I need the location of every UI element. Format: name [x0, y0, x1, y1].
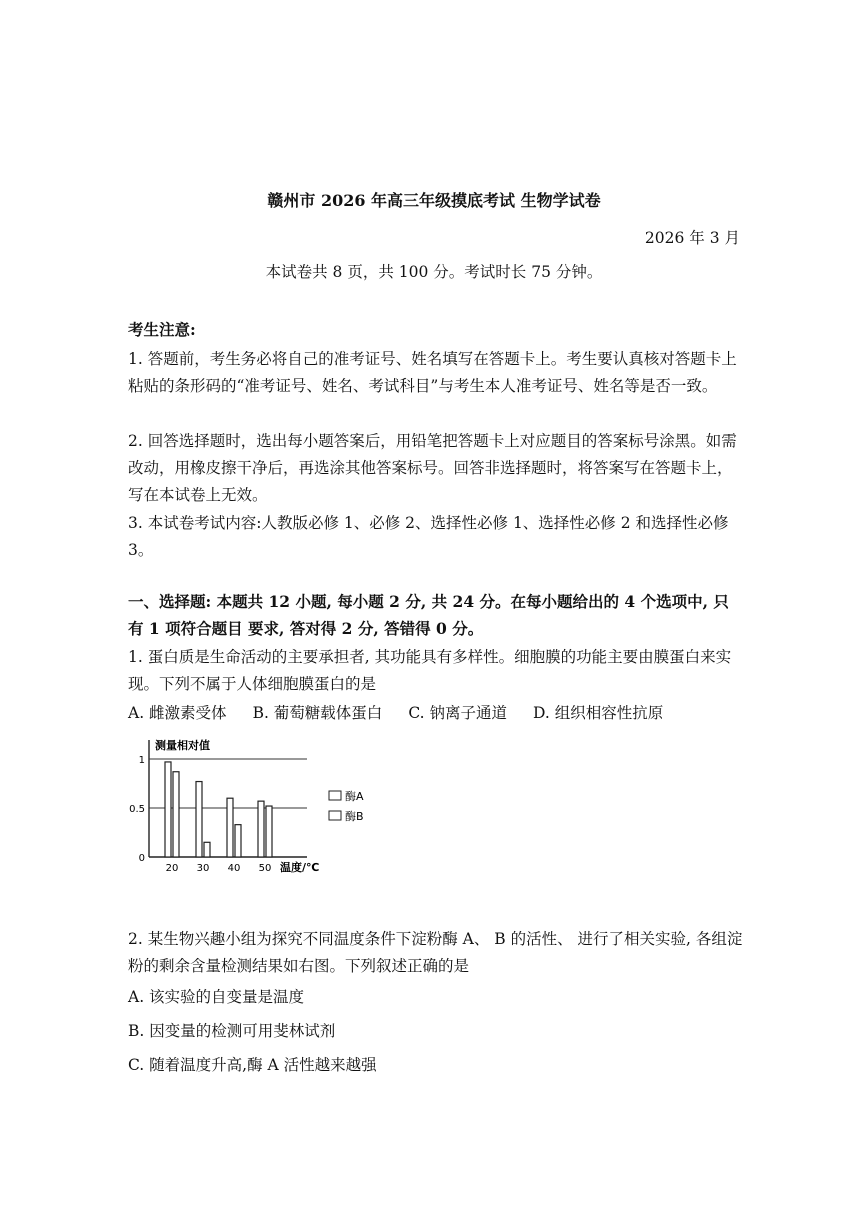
bar-b-50	[266, 806, 272, 857]
bar-b-30	[204, 842, 210, 857]
question-2-stem: 2. 某生物兴趣小组为探究不同温度条件下淀粉酶 A、 B 的活性、 进行了相关实验, 各组淀粉的剩余含量检测结果如右图。下列叙述正确的是	[128, 930, 743, 975]
y-tick-label: 1	[138, 755, 145, 766]
question-1-option-c: C. 钠离子通道	[408, 704, 507, 722]
notice-heading: 考生注意:	[128, 320, 196, 339]
legend-label-b: 酶B	[345, 810, 364, 823]
bar-b-40	[235, 825, 241, 857]
question-1-stem: 1. 蛋白质是生命活动的主要承担者, 其功能具有多样性。细胞膜的功能主要由膜蛋白来实现。下列不属于人体细胞膜蛋白的是	[128, 648, 732, 693]
x-tick-label: 40	[227, 863, 241, 874]
question-1-option-a: A. 雌激素受体	[128, 704, 227, 722]
section-1-heading: 一、选择题: 本题共 12 小题, 每小题 2 分, 共 24 分。在每小题给出的 4 个选项中, 只有 1 项符合题目 要求, 答对得 2 分, 答错得 0 分。	[128, 592, 729, 638]
question-2-option-a: A. 该实验的自变量是温度	[128, 988, 305, 1006]
question-2-option-b: B. 因变量的检测可用斐林试剂	[128, 1022, 336, 1040]
legend-label-a: 酶A	[345, 790, 364, 803]
x-tick-label: 50	[258, 863, 272, 874]
bar-a-20	[165, 762, 171, 857]
bar-a-30	[196, 782, 202, 857]
x-tick-label: 30	[196, 863, 210, 874]
exam-date: 2026 年 3 月	[644, 229, 740, 247]
question-1-option-b: B. 葡萄糖载体蛋白	[252, 704, 383, 722]
x-tick-label: 20	[165, 863, 179, 874]
question-1-option-d: D. 组织相容性抗原	[532, 704, 664, 722]
y-tick-label: 0.5	[129, 804, 145, 815]
y-tick-label: 0	[138, 853, 145, 864]
exam-subtitle: 本试卷共 8 页，共 100 分。考试时长 75 分钟。	[265, 263, 603, 281]
exam-title: 赣州市 2026 年高三年级摸底考试 生物学试卷	[267, 191, 601, 210]
notice-item-3: 3. 本试卷考试内容:人教版必修 1、必修 2、选择性必修 1、选择性必修 2 和选择性必修 3。	[128, 514, 729, 559]
y-axis-label: 测量相对值	[155, 739, 210, 752]
question-2-option-c: C. 随着温度升高,酶 A 活性越来越强	[128, 1056, 377, 1074]
bar-b-20	[173, 772, 179, 857]
notice-item-1: 1. 答题前，考生务必将自己的准考证号、姓名填写在答题卡上。考生要认真核对答题卡上粘贴的条形码的“准考证号、姓名、考试科目”与考生本人准考证号、姓名等是否一致。	[128, 350, 737, 395]
question-1-options	[128, 701, 768, 723]
legend-swatch-b	[329, 811, 341, 820]
notice-item-2: 2. 回答选择题时，选出每小题答案后，用铅笔把答题卡上对应题目的答案标号涂黑。如需改动，用橡皮擦干净后，再选涂其他答案标号。回答非选择题时，将答案写在答题卡上，写在本试卷上无效。	[128, 432, 737, 504]
enzyme-activity-chart	[125, 735, 395, 885]
legend-swatch-a	[329, 791, 341, 800]
x-axis-label: 温度/℃	[280, 861, 320, 874]
bar-a-40	[227, 798, 233, 857]
bar-a-50	[258, 801, 264, 857]
